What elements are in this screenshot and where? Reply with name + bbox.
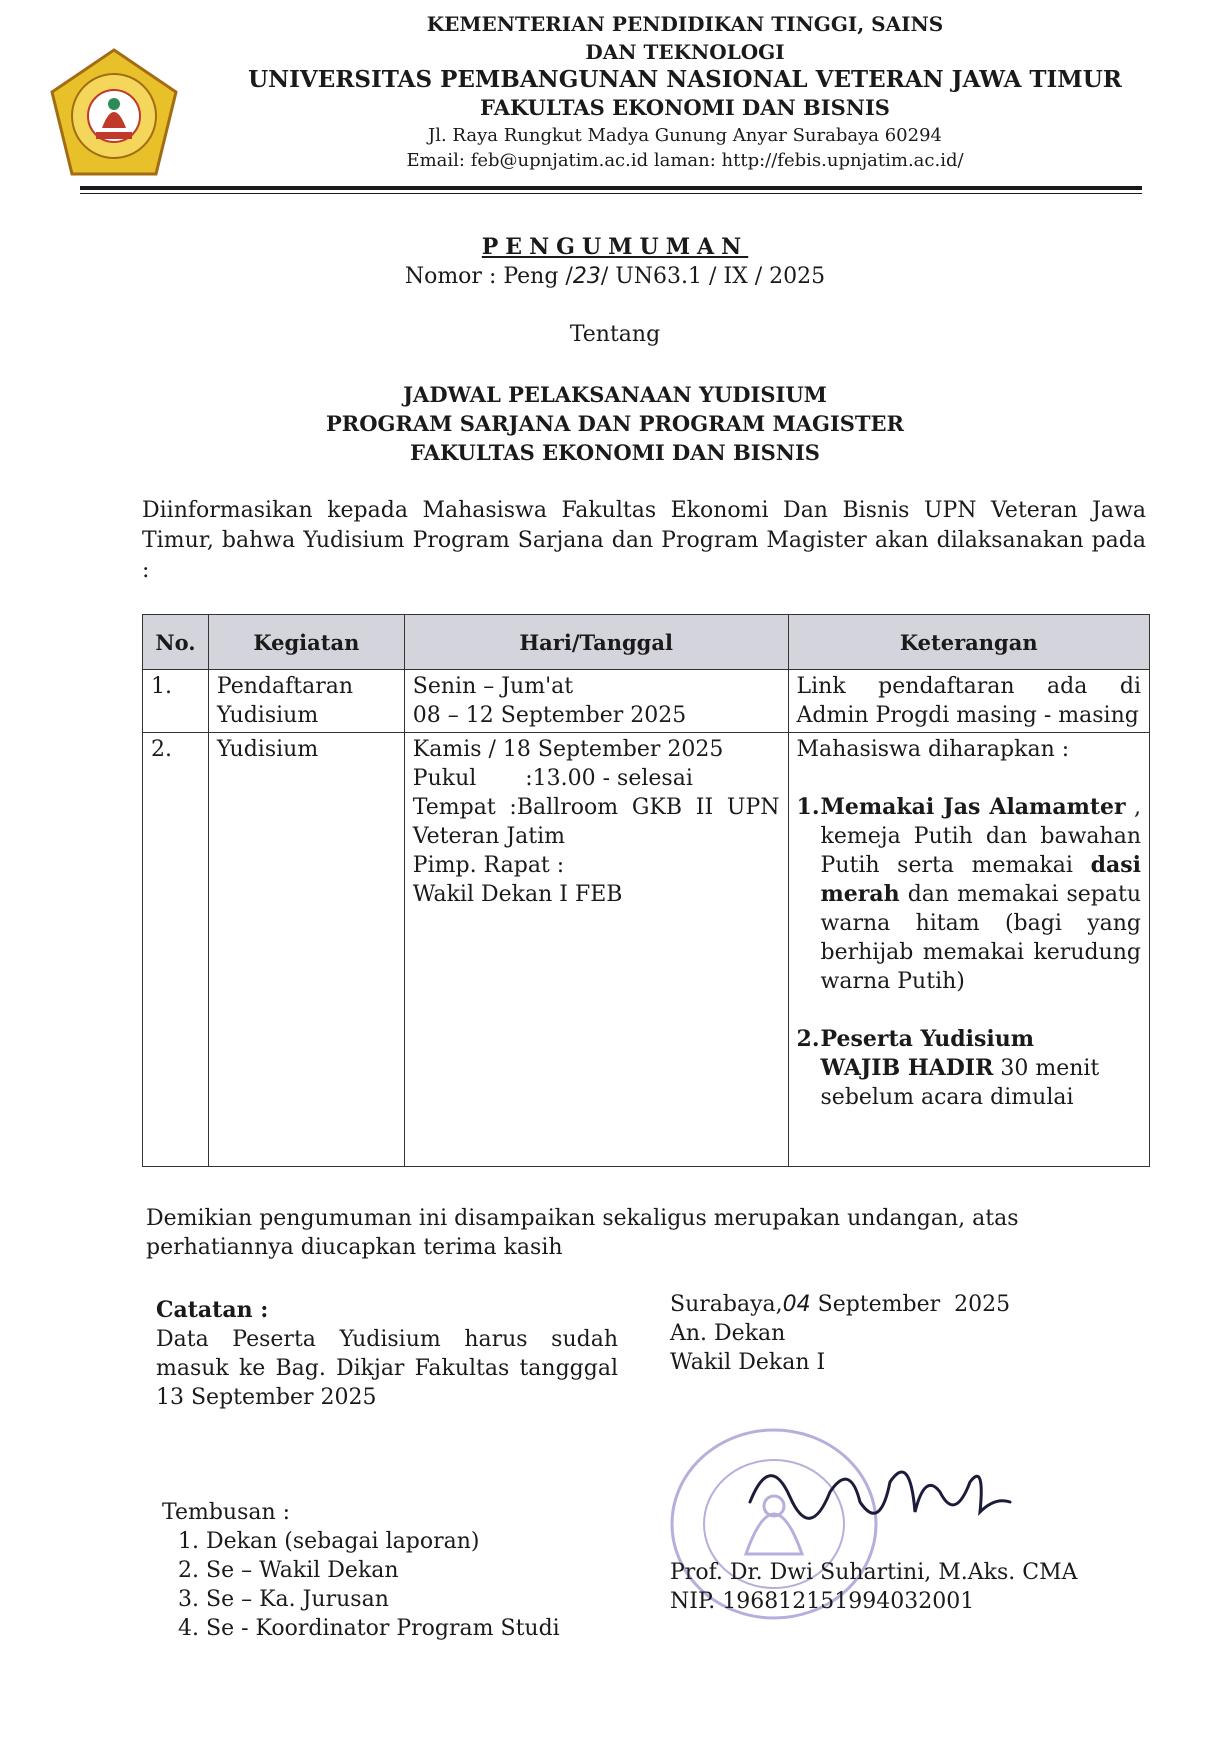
row-activity: Pendaftaran Yudisium: [208, 670, 404, 733]
note-heading: Catatan :: [156, 1297, 269, 1323]
subject-line-3: FAKULTAS EKONOMI DAN BISNIS: [410, 440, 820, 465]
copies-block: [162, 1498, 560, 1643]
row-number: 2.: [143, 733, 209, 1167]
sign-on-behalf: An. Dekan: [670, 1321, 786, 1346]
copies-heading: Tembusan :: [162, 1500, 291, 1525]
document-title: PENGUMUMAN: [481, 234, 749, 260]
list-item: 2. Se – Wakil Dekan: [206, 1556, 560, 1585]
col-header-date: Hari/Tanggal: [404, 615, 788, 670]
faculty-name: FAKULTAS EKONOMI DAN BISNIS: [480, 95, 890, 120]
row-date: Kamis / 18 September 2025 Pukul :13.00 - selesai Tempat :Ballroom GKB II UPN Veteran Jatim Pimp. Rapat : Wakil Dekan I FEB: [404, 733, 788, 1167]
col-header-notes: Keterangan: [788, 615, 1149, 670]
ministry-line-1: KEMENTERIAN PENDIDIKAN TINGGI, SAINS: [426, 12, 944, 36]
letterhead-rule-thin: [80, 193, 1142, 194]
subject-line-2: PROGRAM SARJANA DAN PROGRAM MAGISTER: [325, 411, 905, 436]
row-notes: Link pendaftaran ada di Admin Progdi masing - masing: [788, 670, 1149, 733]
row-date: Senin – Jum'at 08 – 12 September 2025: [404, 670, 788, 733]
university-name: UNIVERSITAS PEMBANGUNAN NASIONAL VETERAN JAWA TIMUR: [248, 66, 1122, 93]
table-row: [143, 733, 1150, 1167]
col-header-no: No.: [143, 615, 209, 670]
note-block: [156, 1296, 618, 1412]
sign-position: Wakil Dekan I: [670, 1350, 826, 1375]
list-item: 3. Se – Ka. Jurusan: [206, 1585, 560, 1614]
row-notes: Mahasiswa diharapkan : 1. Memakai Jas Alamamter , kemeja Putih dan bawahan Putih serta memakai dasi merah dan memakai sepatu warna hitam (bagi yang berhijab memakai kerudung warna Putih) 2. Peserta Yudisium WAJIB HADIR 30 menit sebelum acara dimulai: [788, 733, 1149, 1167]
signer-block: [670, 1558, 1078, 1616]
handwritten-signature: [740, 1442, 1020, 1552]
list-item: 4. Se - Koordinator Program Studi: [206, 1614, 560, 1643]
list-item: 1. Dekan (sebagai laporan): [206, 1527, 560, 1556]
letterhead-rule-thick: [80, 186, 1142, 190]
closing-paragraph: Demikian pengumuman ini disampaikan sekaligus merupakan undangan, atas perhatiannya diucapkan terima kasih: [146, 1206, 1019, 1260]
requirement-item-1: 1. Memakai Jas Alamamter , kemeja Putih dan bawahan Putih serta memakai dasi merah dan memakai sepatu warna hitam (bagi yang berhijab memakai kerudung warna Putih): [796, 794, 1141, 994]
ministry-line-2: DAN TEKNOLOGI: [585, 40, 785, 64]
signer-name: Prof. Dr. Dwi Suhartini, M.Aks. CMA: [670, 1560, 1078, 1585]
schedule-table: [142, 614, 1150, 1167]
document-number: Nomor : Peng /23/ UN63.1 / IX / 2025: [404, 264, 826, 289]
faculty-address: Jl. Raya Rungkut Madya Gunung Anyar Surabaya 60294: [428, 125, 942, 146]
row-number: 1.: [143, 670, 209, 733]
handwritten-day: 04: [782, 1292, 811, 1317]
signer-nip: NIP. 196812151994032001: [670, 1589, 975, 1614]
signature-block: [670, 1290, 1130, 1377]
requirement-item-2: 2. Peserta Yudisium WAJIB HADIR 30 menit sebelum acara dimulai: [796, 1026, 1100, 1110]
faculty-contact: Email: feb@upnjatim.ac.id laman: http://febis.upnjatim.ac.id/: [406, 150, 964, 171]
note-text: Data Peserta Yudisium harus sudah masuk ke Bag. Dikjar Fakultas tangggal 13 September 2025: [156, 1327, 618, 1410]
subject-line-1: JADWAL PELAKSANAAN YUDISIUM: [403, 382, 827, 407]
table-row: [143, 670, 1150, 733]
col-header-activity: Kegiatan: [208, 615, 404, 670]
handwritten-number: 23: [572, 264, 601, 289]
row-activity: Yudisium: [208, 733, 404, 1167]
about-label: Tentang: [569, 322, 661, 347]
table-header-row: [143, 615, 1150, 670]
intro-paragraph: Diinformasikan kepada Mahasiswa Fakultas Ekonomi Dan Bisnis UPN Veteran Jawa Timur, bahwa Yudisium Program Sarjana dan Program Magister akan dilaksanakan pada :: [142, 498, 1146, 583]
sign-date: Surabaya,04 September 2025: [670, 1292, 1011, 1317]
